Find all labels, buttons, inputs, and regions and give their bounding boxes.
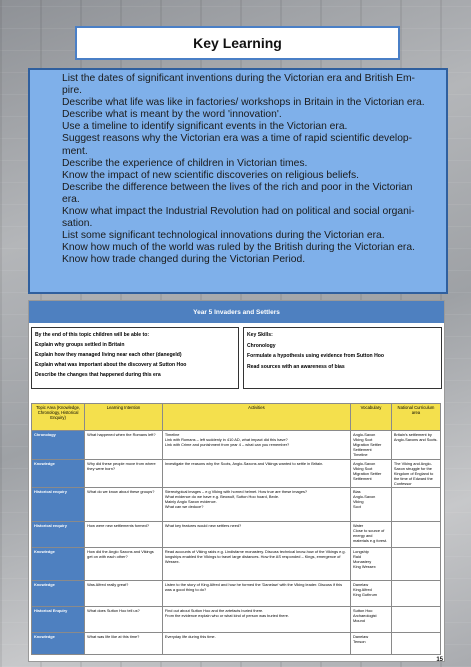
- table-cell-area: Knowledge: [32, 581, 85, 607]
- table-cell-activities: Investigate the reasons why the Scots, Anglo-Saxons and Vikings wanted to settle in Britain.: [162, 460, 350, 488]
- table-cell-activities: Stereotypical images – e.g Viking with horned helmet. How true are these images? What evidence do we have e.g. Beowulf, Sutton Hoo hoard, Bede. Mainly Anglo Saxon evidence. What can we deduce?: [162, 488, 350, 522]
- table-cell-vocab: Bias Anglo-Saxon Viking Scot: [351, 488, 392, 522]
- outcome-line: Explain why groups settled in Britain: [35, 342, 125, 348]
- table-cell-area: Knowledge: [32, 633, 85, 655]
- table-cell-intention: What do we know about these groups?: [85, 488, 163, 522]
- table-cell-intention: How did the Anglo Saxons and Vikings get on with each other?: [85, 548, 163, 581]
- table-cell-vocab: Anglo-Saxon Viking Scot Migration Settler Settlement: [351, 460, 392, 488]
- table-row: [32, 460, 441, 488]
- table-cell-activities: Timeline Link with Romans – left suddenly in 410 AD, what impact did this have? Link with Crime and punishment from year 4 – what can you remember?: [162, 431, 350, 460]
- planner-table: [31, 403, 441, 655]
- table-cell-area: Chronology: [32, 431, 85, 460]
- table-cell-intention: What does Sutton Hoo tell us?: [85, 607, 163, 633]
- table-row: [32, 522, 441, 548]
- table-cell-vocab: Danelaw King Alfred King Guthrum: [351, 581, 392, 607]
- key-learning-line: ment.: [62, 145, 88, 157]
- key-learning-line: sation.: [62, 218, 93, 230]
- table-cell-vocab: Water Close to source of energy and materials e.g forest.: [351, 522, 392, 548]
- table-cell-area: Historical enquiry: [32, 522, 85, 548]
- table-row: [32, 607, 441, 633]
- table-cell-intention: What was life like at this time?: [85, 633, 163, 655]
- key-learning-line: era.: [62, 193, 80, 205]
- table-row: [32, 431, 441, 460]
- page-number: 15: [436, 657, 443, 663]
- key-learning-line: pire.: [62, 85, 83, 97]
- outcome-line: Explain what was important about the discovery at Sutton Hoo: [35, 362, 187, 368]
- table-header-cell: Activities: [162, 404, 350, 431]
- table-cell-nc: [391, 633, 440, 655]
- key-learning-line: Describe what is meant by the word 'innovation'.: [62, 109, 282, 121]
- table-cell-activities: What key features would new settlers need?: [162, 522, 350, 548]
- table-header-cell: Learning Intention: [85, 404, 163, 431]
- table-header-row: [32, 404, 441, 431]
- skill-line: Key Skills:: [247, 332, 273, 338]
- table-cell-nc: [391, 488, 440, 522]
- table-row: [32, 548, 441, 581]
- key-learning-line: Know what impact the Industrial Revolution had on political and social organi-: [62, 206, 415, 218]
- planner-table-wrapper: [31, 403, 441, 658]
- topic-planner-panel: [28, 300, 445, 662]
- key-learning-line: Describe the difference between the lives of the rich and poor in the Victorian: [62, 181, 413, 193]
- page-title: Key Learning: [75, 26, 400, 60]
- table-cell-area: Historical enquiry: [32, 488, 85, 522]
- table-row: [32, 488, 441, 522]
- table-cell-activities: Find out about Sutton Hoo and the artefacts buried there. From the evidence explain who or what kind of person was buried there.: [162, 607, 350, 633]
- table-cell-intention: Was Alfred really great?: [85, 581, 163, 607]
- outcome-line: By the end of this topic children will be able to:: [35, 332, 150, 338]
- outcomes-box: [31, 327, 239, 389]
- skill-line: Formulate a hypothesis using evidence from Sutton Hoo: [247, 353, 384, 359]
- table-cell-intention: Why did these people move from where they were born?: [85, 460, 163, 488]
- table-cell-activities: Read accounts of Viking raids e.g. Lindisfarne monastery. Discuss technical know-how of the Vikings e.g. longships enabled the Vikings to travel large distances. How the AS responded – Kings, emergence of Wessex.: [162, 548, 350, 581]
- key-learning-line: Describe the experience of children in Victorian times.: [62, 157, 308, 169]
- table-cell-nc: [391, 581, 440, 607]
- table-cell-nc: [391, 522, 440, 548]
- table-cell-activities: Listen to the story of King Alfred and how he formed the 'Danelaw' with the Viking leader. Discuss if this was a good thing to do?: [162, 581, 350, 607]
- table-cell-vocab: Anglo-Saxon Viking Scot Migration Settler Settlement Timeline: [351, 431, 392, 460]
- key-learning-line: Suggest reasons why the Victorian era was a time of rapid scientific develop-: [62, 133, 413, 145]
- key-learning-line: Know the impact of new scientific discoveries on religious beliefs.: [62, 169, 360, 181]
- table-header-cell: Vocabulary: [351, 404, 392, 431]
- table-row: [32, 581, 441, 607]
- table-cell-vocab: Sutton Hoo Archaeologist Mound: [351, 607, 392, 633]
- table-cell-nc: The Viking and Anglo-Saxon struggle for the Kingdom of England to the time of Edward the Confessor: [391, 460, 440, 488]
- table-cell-area: Knowledge: [32, 548, 85, 581]
- table-header-cell: National Curriculum area: [391, 404, 440, 431]
- table-cell-intention: What happened when the Romans left?: [85, 431, 163, 460]
- table-cell-vocab: Danelaw Tenson: [351, 633, 392, 655]
- table-cell-nc: [391, 548, 440, 581]
- key-learning-line: List the dates of significant inventions during the Victorian era and British Em-: [62, 73, 415, 84]
- key-learning-list: [28, 68, 448, 294]
- table-cell-nc: Britain's settlement by Anglo-Saxons and Scots.: [391, 431, 440, 460]
- table-cell-nc: [391, 607, 440, 633]
- table-cell-vocab: Longship Raid Monastery King Wessex: [351, 548, 392, 581]
- table-row: [32, 633, 441, 655]
- table-cell-activities: Everyday life during this time.: [162, 633, 350, 655]
- skill-line: Read sources with an awareness of bias: [247, 363, 345, 370]
- table-cell-area: Historical Enquiry: [32, 607, 85, 633]
- key-learning-line: List some significant technological innovations during the Victorian era.: [62, 230, 385, 242]
- planner-title: Year 5 Invaders and Settlers: [29, 301, 444, 323]
- outcome-line: Describe the changes that happened during this era: [35, 372, 161, 378]
- key-learning-line: Know how much of the world was ruled by the British during the Victorian era.: [62, 242, 415, 254]
- key-learning-line: Know how trade changed during the Victorian Period.: [62, 254, 306, 266]
- table-cell-intention: How were new settlements formed?: [85, 522, 163, 548]
- key-skills-box: [243, 327, 442, 389]
- outcome-line: Explain how they managed living near each other (danegeld): [35, 352, 182, 358]
- key-learning-line: Describe what life was like in factories/ workshops in Britain in the Victorian era.: [62, 97, 425, 109]
- key-learning-line: Use a timeline to identify significant events in the Victorian era.: [62, 121, 348, 133]
- table-cell-area: Knowledge: [32, 460, 85, 488]
- table-header-cell: Topic Area (Knowledge, Chronology, Historical Enquiry): [32, 404, 85, 431]
- skill-line: Chronology: [247, 342, 276, 349]
